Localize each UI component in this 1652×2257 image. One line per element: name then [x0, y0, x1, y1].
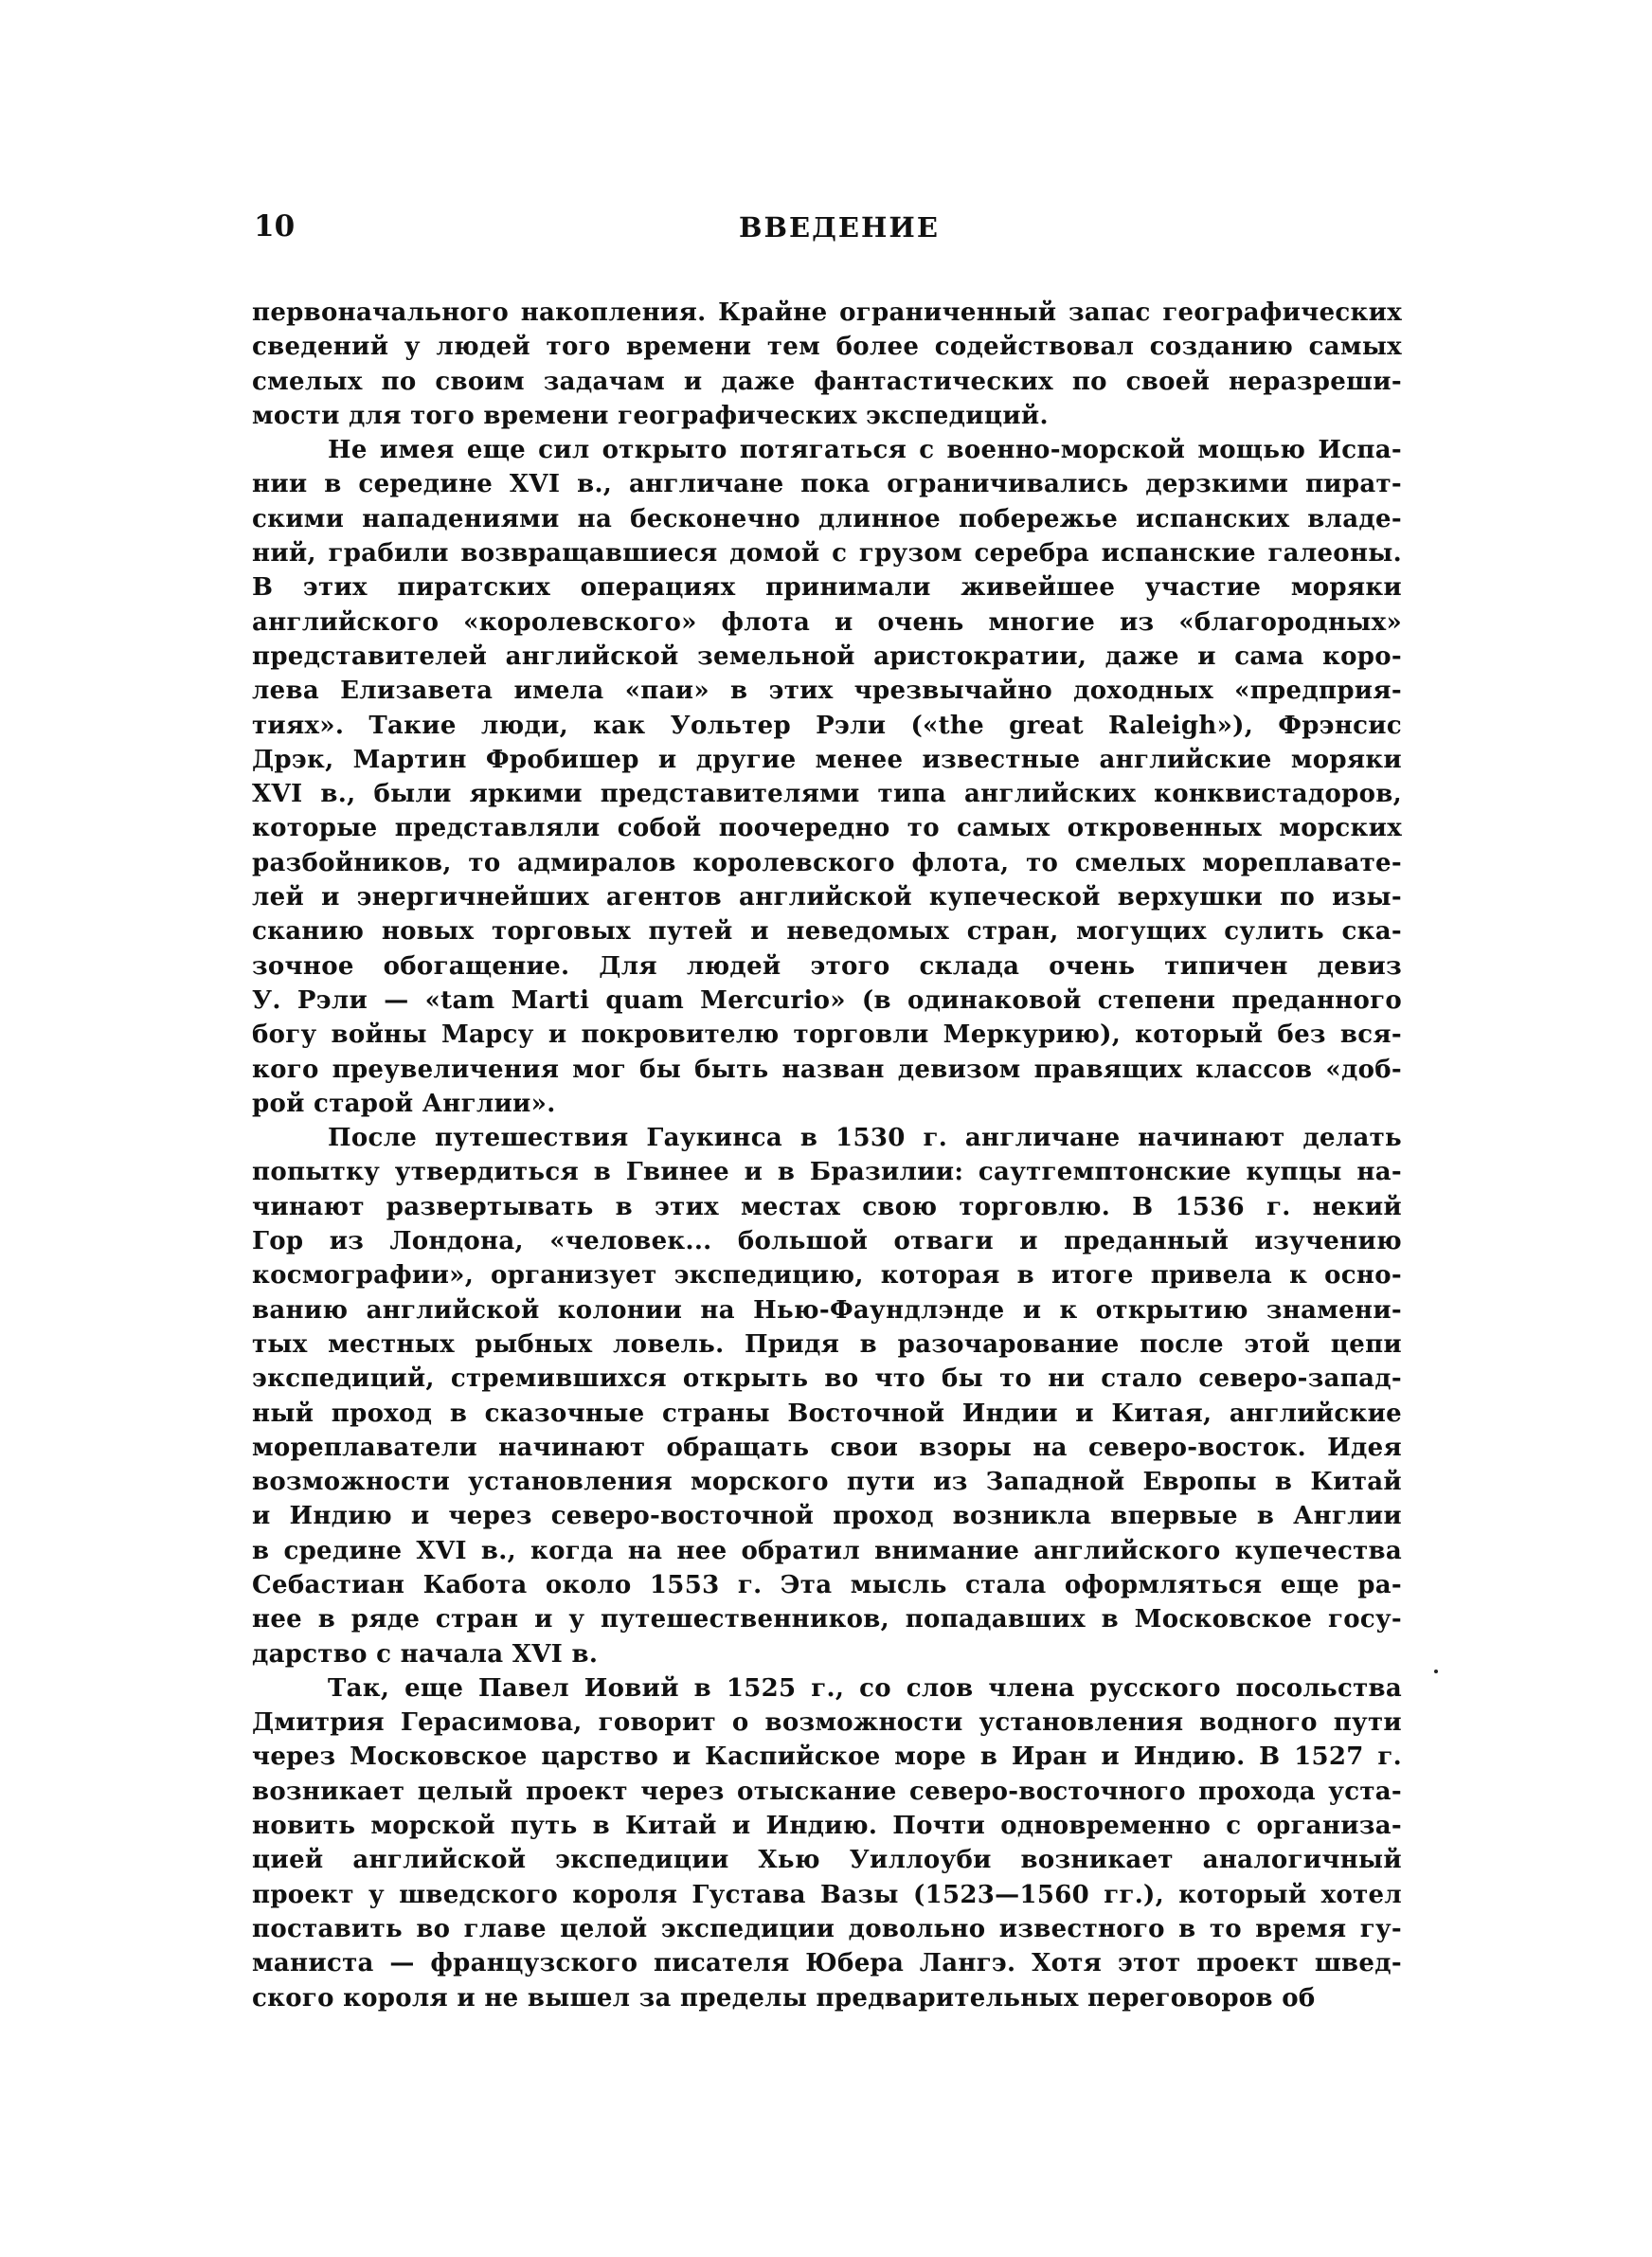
text-line: сканию новых торговых путей и неведомых стран, могущих сулить ска- [252, 917, 1402, 947]
text-line: представителей английской земельной аристократии, даже и сама коро- [252, 641, 1402, 671]
text-line: Себастиан Кабота около 1553 г. Эта мысль стала оформляться еще ра- [252, 1570, 1402, 1599]
text-line: возникает целый проект через отыскание северо-восточного прохода уста- [252, 1777, 1402, 1806]
text-line: в средине XVI в., когда на нее обратил внимание английского купечества [252, 1536, 1402, 1565]
text-line: зочное обогащение. Для людей этого склада очень типичен девиз [252, 951, 1402, 981]
text-line: разбойников, то адмиралов королевского флота, то смелых мореплавате- [252, 848, 1402, 877]
text-line: Гор из Лондона, «человек... большой отваги и преданный изучению [252, 1227, 1402, 1256]
text-line: космографии», организует экспедицию, которая в итоге привела к осно- [252, 1261, 1402, 1291]
text-line: рой старой Англии». [252, 1089, 556, 1118]
page-number: 10 [254, 209, 296, 244]
text-line: лей и энергичнейших агентов английской купеческой верхушки по изы- [252, 883, 1402, 912]
paragraph [252, 1121, 1402, 1671]
text-line: чинают развертывать в этих местах свою торговлю. В 1536 г. некий [252, 1192, 1402, 1221]
text-line: XVI в., были яркими представителями типа английских конквистадоров, [252, 780, 1402, 809]
text-line: экспедиций, стремившихся открыть во что бы то ни стало северо-запад- [252, 1364, 1402, 1394]
text-line: Дрэк, Мартин Фробишер и другие менее известные английские моряки [252, 745, 1402, 774]
text-line: новить морской путь в Китай и Индию. Почти одновременно с организа- [252, 1812, 1402, 1841]
text-line: кого преувеличения мог бы быть назван девизом правящих классов «доб- [252, 1055, 1402, 1084]
paragraph [252, 433, 1402, 1121]
text-line: цией английской экспедиции Хью Уиллоуби возникает аналогичный [252, 1846, 1402, 1875]
text-line: ний, грабили возвращавшиеся домой с грузом серебра испанские галеоны. [252, 539, 1402, 569]
text-line: лева Елизавета имела «паи» в этих чрезвычайно доходных «предприя- [252, 677, 1402, 706]
text-line: тых местных рыбных ловель. Придя в разочарование после этой цепи [252, 1329, 1402, 1359]
text-line: ванию английской колонии на Нью-Фаундлэнде и к открытию знамени- [252, 1295, 1402, 1325]
text-line: мости для того времени географических экспедиций. [252, 401, 1049, 430]
text-line: нии в середине XVI в., англичане пока ограничивались дерзкими пират- [252, 470, 1402, 499]
paragraph [252, 1671, 1402, 2015]
text-line: маниста — французского писателя Юбера Лангэ. Хотя этот проект швед- [252, 1949, 1402, 1978]
text-line: проект у шведского короля Густава Вазы (1523—1560 гг.), который хотел [252, 1880, 1402, 1909]
text-line: через Московское царство и Каспийское море в Иран и Индию. В 1527 г. [252, 1742, 1402, 1772]
text-line: ского короля и не вышел за пределы предварительных переговоров об [252, 1983, 1316, 2013]
text-line: Не имея еще сил открыто потягаться с военно-морской мощью Испа- [328, 436, 1402, 465]
text-line: нее в ряде стран и у путешественников, попадавших в Московское госу- [252, 1605, 1402, 1634]
text-line: дарство с начала XVI в. [252, 1639, 599, 1669]
text-line: и Индию и через северо-восточной проход возникла впервые в Англии [252, 1502, 1402, 1531]
text-line: английского «королевского» флота и очень многие из «благородных» [252, 607, 1402, 637]
paragraph [252, 296, 1402, 433]
text-line: сведений у людей того времени тем более содействовал созданию самых [252, 333, 1402, 362]
text-line: попытку утвердиться в Гвинее и в Бразилии: саутгемптонские купцы на- [252, 1158, 1402, 1187]
text-line: тиях». Такие люди, как Уольтер Рэли («the great Raleigh»), Фрэнсис [252, 711, 1402, 740]
text-line: После путешествия Гаукинса в 1530 г. англичане начинают делать [328, 1124, 1402, 1153]
margin-mark [1434, 1670, 1438, 1673]
text-line: скими нападениями на бесконечно длинное побережье испанских владе- [252, 504, 1402, 533]
body-text [252, 296, 1402, 2015]
text-line: смелых по своим задачам и даже фантастических по своей неразреши- [252, 367, 1402, 396]
text-line: Так, еще Павел Иовий в 1525 г., со слов члена русского посольства [328, 1673, 1402, 1703]
text-line: которые представляли собой поочередно то самых откровенных морских [252, 814, 1402, 843]
text-line: ный проход в сказочные страны Восточной Индии и Китая, английские [252, 1399, 1402, 1428]
text-line: поставить во главе целой экспедиции довольно известного в то время гу- [252, 1914, 1402, 1943]
text-line: возможности установления морского пути из Западной Европы в Китай [252, 1468, 1402, 1497]
text-line: В этих пиратских операциях принимали живейшее участие моряки [252, 573, 1402, 603]
running-head: ВВЕДЕНИЕ [739, 211, 940, 244]
text-line: богу войны Марсу и покровителю торговли Меркурию), который без вся- [252, 1020, 1402, 1050]
text-line: У. Рэли — «tam Marti quam Mercurio» (в одинаковой степени преданного [252, 985, 1402, 1015]
text-line: Дмитрия Герасимова, говорит о возможности установления водного пути [252, 1708, 1402, 1738]
text-line: мореплаватели начинают обращать свои взоры на северо-восток. Идея [252, 1433, 1402, 1462]
text-line: первоначального накопления. Крайне ограниченный запас географических [252, 298, 1402, 327]
